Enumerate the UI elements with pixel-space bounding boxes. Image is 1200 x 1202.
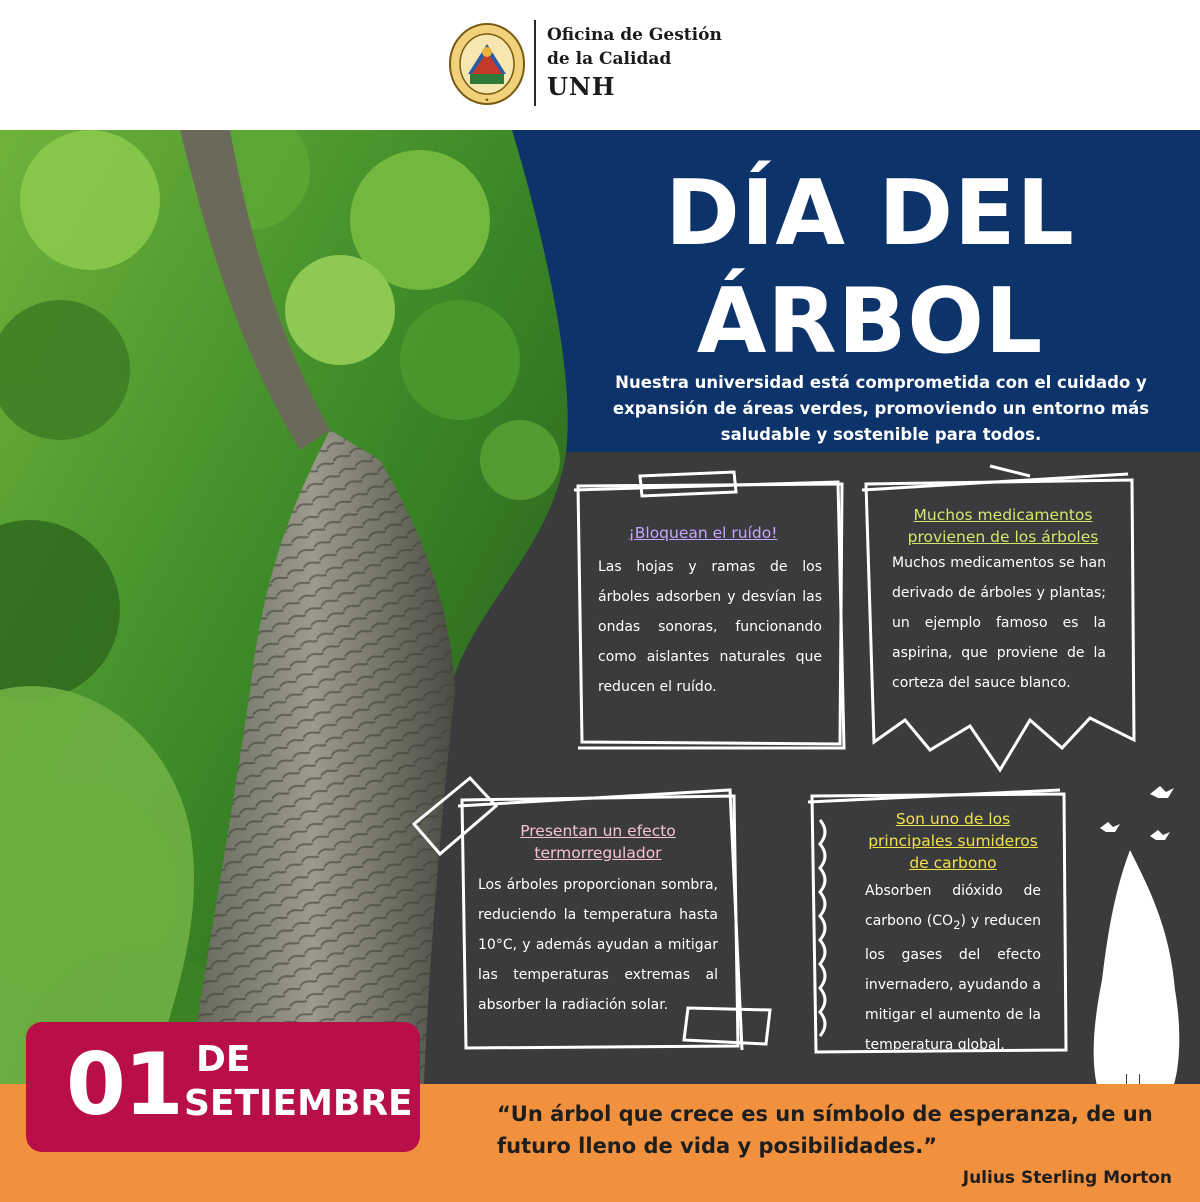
header-divider	[534, 20, 536, 106]
intro-paragraph: Nuestra universidad está comprometida con el cuidado y expansión de áreas verdes, promoviendo un entorno más saludable y sostenible para todos.	[612, 373, 1150, 444]
card-4-text	[865, 876, 1041, 1060]
card-4-text-sub: 2	[953, 917, 961, 932]
card-4-heading: Son uno de los principales sumideros de carbono	[868, 810, 1038, 872]
date-month: SETIEMBRE	[184, 1083, 413, 1124]
birds-icon	[1100, 786, 1174, 840]
poster-title	[620, 160, 1120, 376]
tree-silhouette-icon	[1094, 850, 1180, 1090]
header	[0, 0, 1200, 130]
quote-text: “Un árbol que crece es un símbolo de esperanza, de un futuro lleno de vida y posibilidades.”	[497, 1102, 1153, 1158]
university-seal-icon	[448, 22, 526, 106]
card-3-heading: Presentan un efecto termorregulador	[520, 822, 676, 862]
office-line-3: UNH	[547, 72, 616, 101]
title-line-1: DÍA DEL	[665, 161, 1075, 266]
poster-stage	[0, 130, 1200, 1202]
title-line-2: ÁRBOL	[696, 269, 1044, 374]
card-4-text-before: Absorben dióxido de carbono (CO	[865, 883, 1041, 929]
card-1-heading: ¡Bloquean el ruído!	[628, 524, 778, 542]
card-2-heading: Muchos medicamentos provienen de los árboles	[907, 506, 1099, 546]
card-3-text: Los árboles proporcionan sombra, reduciendo la temperatura hasta 10°C, y además ayudan a mitigar las temperaturas extremas al absorber la radiación solar.	[478, 877, 718, 1013]
quote-author: Julius Sterling Morton	[962, 1168, 1172, 1188]
office-name	[547, 23, 722, 103]
date-day: 01	[66, 1035, 182, 1135]
date-de: DE	[196, 1039, 251, 1080]
card-2-text: Muchos medicamentos se han derivado de árboles y plantas; un ejemplo famoso es la aspirina, que proviene de la corteza del sauce blanco.	[892, 555, 1106, 691]
svg-text:✦: ✦	[484, 97, 490, 104]
card-1-text: Las hojas y ramas de los árboles adsorben y desvían las ondas sonoras, funcionando como aislantes naturales que reducen el ruído.	[598, 559, 822, 695]
card-4-text-after: ) y reducen los gases del efecto invernadero, ayudando a mitigar el aumento de la temperatura global.	[865, 913, 1041, 1053]
office-line-1: Oficina de Gestión	[547, 25, 722, 45]
office-line-2: de la Calidad	[547, 49, 672, 69]
date-badge	[26, 1022, 420, 1152]
